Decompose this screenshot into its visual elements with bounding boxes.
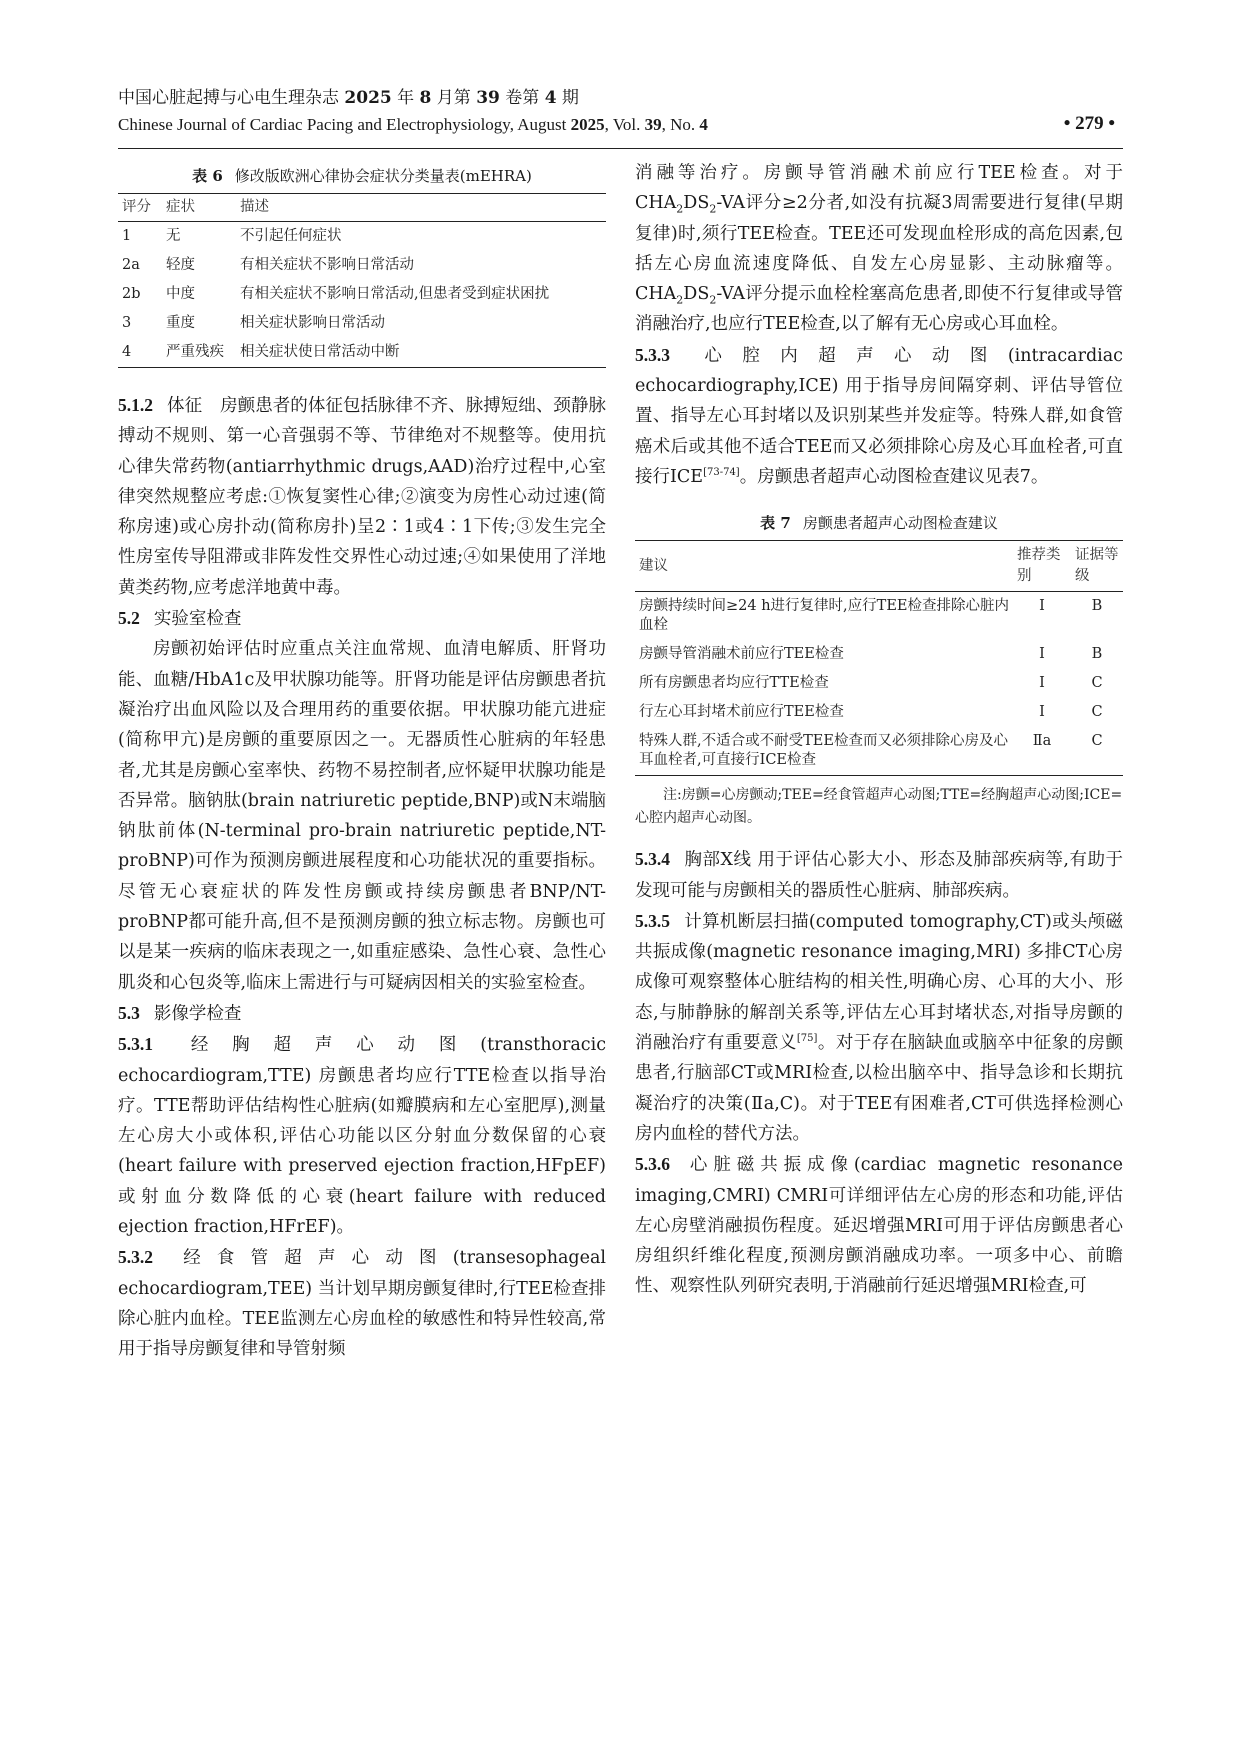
table6	[118, 193, 606, 368]
table-cell: 中度	[166, 286, 195, 302]
table-row	[118, 251, 606, 280]
table7	[635, 540, 1123, 776]
table6-header-row	[118, 194, 606, 222]
table-cell: C	[1091, 675, 1103, 692]
table-cell: 不引起任何症状	[240, 228, 342, 244]
table-cell: 2a	[122, 257, 140, 273]
table-cell: 4	[118, 338, 162, 368]
table7-note: 注:房颤=心房颤动;TEE=经食管超声心动图;TTE=经胸超声心动图;ICE=心腔内超声心动图。	[635, 787, 1123, 827]
table-cell: 重度	[166, 315, 195, 331]
journal-page	[118, 0, 1123, 1754]
section-5-3-3: 5.3.3 心腔内超声心动图(intracardiac echocardiography,ICE) 用于指导房间隔穿刺、评估导管位置、指导左心耳封堵以及识别某些并发症等。特殊人群,如食管癌术后或其他不适合TEE而又必须排除心房及心耳血栓者,可直接行ICE[73-74]。房颤患者超声心动图检查建议见表7。	[635, 344, 1123, 487]
table7-caption: 表 7 房颤患者超声心动图检查建议	[760, 514, 998, 533]
table-row	[118, 338, 606, 368]
table-cell: Ⅰ	[1039, 598, 1045, 615]
table6-caption: 表 6 修改版欧洲心律协会症状分类量表(mEHRA)	[192, 167, 532, 185]
section-5-2-heading: 5.2 实验室检查	[118, 608, 242, 630]
section-5-3-heading: 5.3 影像学检查	[118, 1002, 242, 1024]
table-cell: Ⅰ	[1039, 704, 1045, 721]
table-row	[635, 592, 1123, 641]
running-header	[118, 86, 1123, 149]
section-5-2-body: 房颤初始评估时应重点关注血常规、血清电解质、肝肾功能、血糖/HbA1c及甲状腺功能等。肝肾功能是评估房颤患者抗凝治疗出血风险以及合理用药的重要依据。甲状腺功能亢进症(简称甲亢)是房颤的重要原因之一。无器质性心脏病的年轻患者,尤其是房颤心室率快、药物不易控制者,应怀疑甲状腺功能是否异常。脑钠肽(brain natriuretic peptide,BNP)或N末端脑钠肽前体(N-terminal pro-brain natriuretic peptide,NT-proBNP)可作为预测房颤进展程度和心功能状况的重要指标。尽管无心衰症状的阵发性房颤或持续房颤患者BNP/NT-proBNP都可能升高,但不是预测房颤的独立标志物。房颤也可以是某一疾病的临床表现之一,如重症感染、急性心衰、急性心肌炎和心包炎等,临床上需进行与可疑病因相关的实验室检查。	[118, 639, 606, 993]
table-row	[635, 669, 1123, 698]
header-english: Chinese Journal of Cardiac Pacing and Electrophysiology, August 2025, Vol. 39, No. 4	[118, 115, 708, 134]
table-cell: 房颤导管消融术前应行TEE检查	[639, 646, 844, 663]
table7-header-cell: 建议	[635, 541, 1013, 592]
table7-header-cell: 证据等级	[1071, 541, 1123, 592]
table-cell: 2b	[122, 286, 141, 302]
table-cell: B	[1091, 598, 1103, 615]
table7-header-cell: 推荐类别	[1013, 541, 1071, 592]
table-cell: 相关症状使日常活动中断	[236, 338, 606, 368]
section-5-3-2-continued: 消融等治疗。房颤导管消融术前应行TEE检查。对于$CHA_2DS_2-VA$评分≥2分者,如没有抗凝3周需要进行复律(早期复律)时,须行TEE检查。TEE还可发现血栓形成的高危因素,包括左心房血流速度降低、自发左心房显影、主动脉瘤等。$CHA_2DS_2-VA$评分提示血栓栓塞高危患者,即使不行复律或导管消融治疗,也应行TEE检查,以了解有无心房或心耳血栓。	[635, 163, 1123, 335]
left-column	[118, 165, 606, 1365]
table-row	[118, 222, 606, 252]
table-row	[635, 640, 1123, 669]
table-cell: B	[1091, 646, 1103, 663]
table7-header-row	[635, 541, 1123, 592]
table-cell: C	[1071, 727, 1123, 776]
table-cell: 行左心耳封堵术前应行TEE检查	[639, 704, 844, 721]
section-5-1-2: 5.1.2 体征 房颤患者的体征包括脉律不齐、脉搏短绌、颈静脉搏动不规则、第一心音强弱不等、节律绝对不规整等。使用抗心律失常药物(antiarrhythmic drugs,AAD)治疗过程中,心室律突然规整应考虑:①恢复窦性心律;②演变为房性心动过速(简称房速)或心房扑动(简称房扑)呈2∶1或4∶1下传;③发生完全性房室传导阻滞或非阵发性交界性心动过速;④如果使用了洋地黄类药物,应考虑洋地黄中毒。	[118, 395, 606, 598]
table-cell: 相关症状影响日常活动	[240, 315, 385, 331]
section-5-3-4: 5.3.4 胸部X线 用于评估心影大小、形态及肺部疾病等,有助于发现可能与房颤相关的器质性心脏病、肺部疾病。	[635, 849, 1123, 901]
header-chinese: 中国心脏起搏与心电生理杂志 2025 年 8 月第 39 卷第 4 期	[118, 88, 579, 108]
section-5-3-5: 5.3.5 计算机断层扫描(computed tomography,CT)或头颅磁共振成像(magnetic resonance imaging,MRI) 多排CT心房成像可观察整体心脏结构的相关性,明确心房、心耳的大小、形态,与肺静脉的解剖关系等,评估左心耳封堵状态,对指导房颤的消融治疗有重要意义[75]。对于存在脑缺血或脑卒中征象的房颤患者,行脑部CT或MRI检查,以检出脑卒中、指导急诊和长期抗凝治疗的决策(Ⅱa,C)。对于TEE有困难者,CT可供选择检测心房内血栓的替代方法。	[635, 910, 1124, 1144]
table-cell: Ⅰ	[1039, 675, 1045, 692]
table-cell: 3	[122, 315, 132, 331]
table-cell: 所有房颤患者均应行TTE检查	[639, 675, 829, 692]
table-cell: 有相关症状不影响日常活动,但患者受到症状困扰	[240, 286, 550, 302]
table6-header-cell: 评分	[118, 194, 162, 222]
section-5-3-1: 5.3.1 经胸超声心动图(transthoracic echocardiogram,TTE) 房颤患者均应行TTE检查以指导治疗。TTE帮助评估结构性心脏病(如瓣膜病和左心室肥厚),测量左心房大小或体积,评估心功能以区分射血分数保留的心衰(heart failure with preserved ejection fraction,HFpEF)或射血分数降低的心衰(heart failure with reduced ejection fraction,HFrEF)。	[118, 1034, 606, 1238]
table-cell: C	[1091, 704, 1103, 721]
table-row	[118, 280, 606, 309]
table-cell: 严重残疾	[162, 338, 236, 368]
section-5-3-2: 5.3.2 经食管超声心动图(transesophageal echocardiogram,TEE) 当计划早期房颤复律时,行TEE检查排除心脏内血栓。TEE监测左心房血栓的敏感性和特异性较高,常用于指导房颤复律和导管射频	[118, 1247, 606, 1360]
table6-header-cell: 症状	[162, 194, 236, 222]
table-cell: 特殊人群,不适合或不耐受TEE检查而又必须排除心房及心耳血栓者,可直接行ICE检查	[635, 727, 1013, 776]
table6-header-cell: 描述	[236, 194, 606, 222]
table-cell: 房颤持续时间≥24 h进行复律时,应行TEE检查排除心脏内血栓	[639, 598, 1009, 634]
right-column	[635, 158, 1123, 1302]
table-cell: 1	[122, 228, 132, 244]
table-row	[635, 727, 1123, 776]
page-number: • 279 •	[1063, 113, 1115, 134]
table-row	[118, 309, 606, 338]
table-cell: Ⅰ	[1039, 646, 1045, 663]
table-cell: 轻度	[166, 257, 195, 273]
table-cell: Ⅱa	[1013, 727, 1071, 776]
table-cell: 无	[166, 228, 181, 244]
section-5-3-6: 5.3.6 心脏磁共振成像(cardiac magnetic resonance imaging,CMRI) CMRI可详细评估左心房的形态和功能,评估左心房壁消融损伤程度。延迟增强MRI可用于评估房颤患者心房组织纤维化程度,预测房颤消融成功率。一项多中心、前瞻性、观察性队列研究表明,于消融前行延迟增强MRI检查,可	[635, 1154, 1123, 1297]
table-row	[635, 698, 1123, 727]
table-cell: 有相关症状不影响日常活动	[240, 257, 414, 273]
